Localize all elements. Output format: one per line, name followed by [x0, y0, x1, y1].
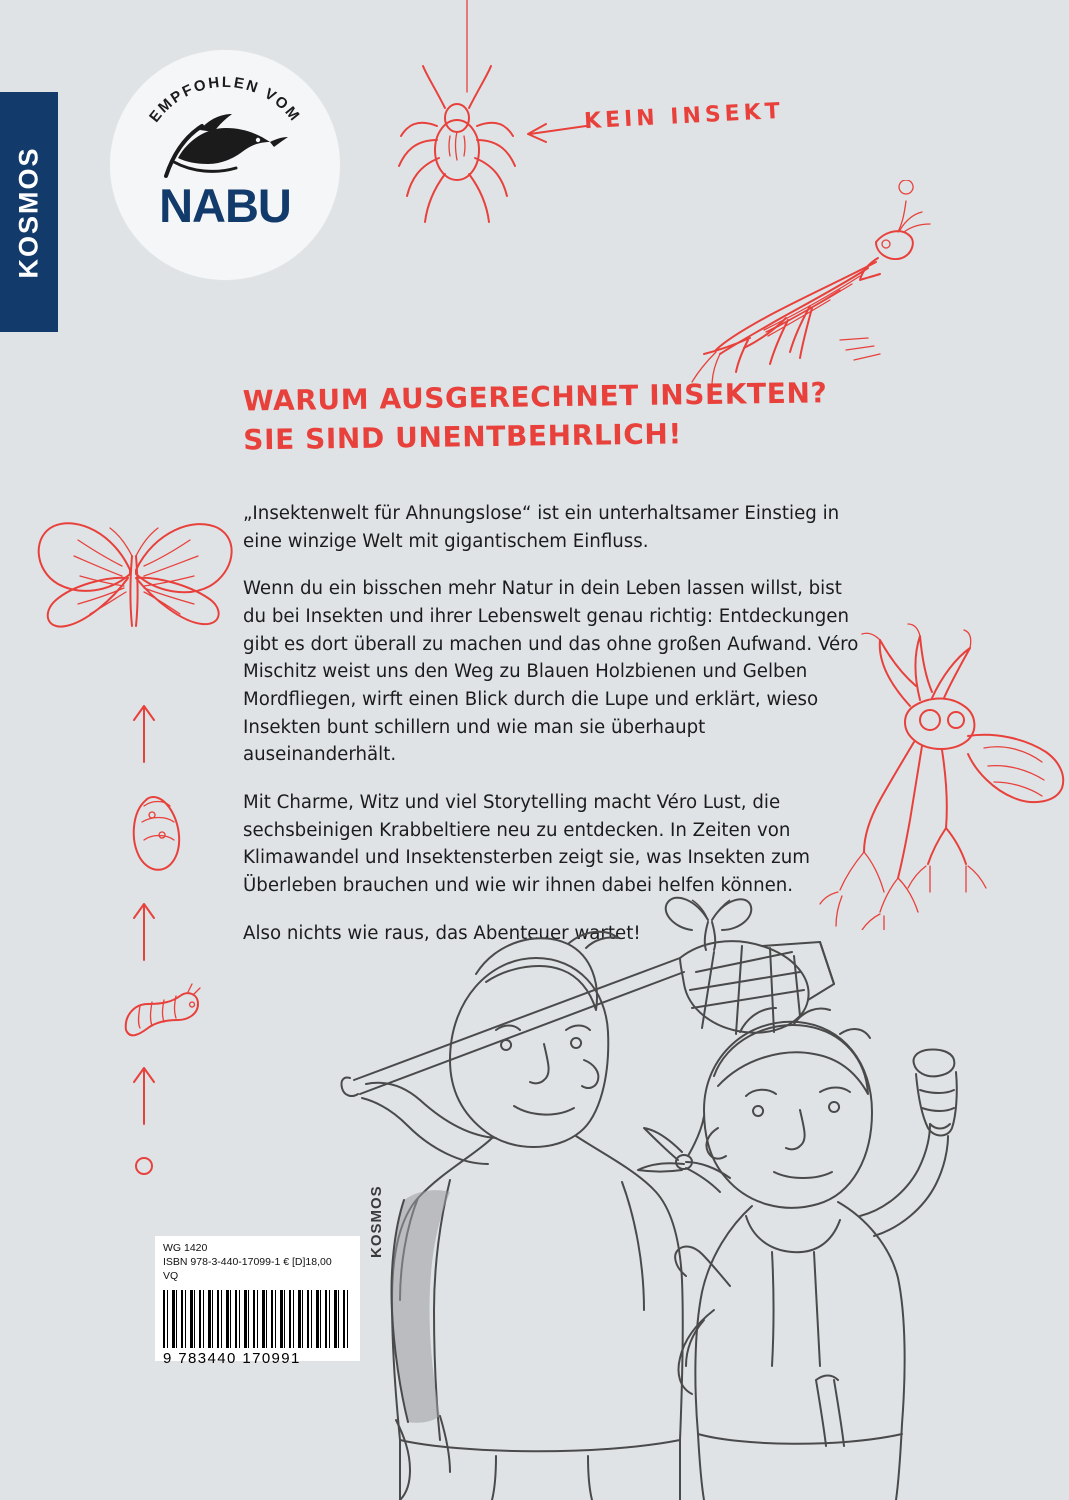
publisher-tab [0, 92, 58, 332]
nabu-wordmark: NABU [159, 179, 291, 232]
publisher-tab-label: KOSMOS [13, 145, 44, 279]
butterfly-icon [18, 500, 248, 690]
barcode-wg: WG 1420 [163, 1242, 208, 1254]
nabu-arc-label: EMPFOHLEN VOM [146, 73, 304, 126]
headline-line-2: SIE SIND UNENTBEHRLICH! [243, 416, 683, 457]
barcode-code: VQ [163, 1269, 179, 1282]
barcode-bars [163, 1290, 352, 1348]
two-people-with-net-icon [300, 880, 980, 1500]
annotation-kein-insekt: KEIN INSEKT [583, 98, 785, 135]
stork-bird-icon [162, 106, 290, 184]
barcode-isbn: ISBN 978-3-440-17099-1 € [D]18,00 [163, 1255, 332, 1268]
blurb-paragraph-3: Mit Charme, Witz und viel Storytelling macht Véro Lust, die sechsbeinigen Krabbeltiere neu zu entdecken. In Zeiten von Klimawandel und Insektensterben zeigt sie, was Insekten zum Überleben brauchen und wie wir ihnen dabei helfen können. [243, 791, 810, 896]
egg-dot-icon [136, 1158, 152, 1174]
blurb-paragraph-4: Also nichts wie raus, das Abenteuer wartet! [243, 922, 641, 944]
page-title [242, 374, 883, 460]
up-arrow-icon [134, 706, 154, 762]
jar-icon [914, 1049, 957, 1135]
up-arrow-icon [134, 1068, 154, 1124]
barcode-block [155, 1236, 360, 1367]
blurb-paragraph-1: „Insektenwelt für Ahnungslose“ ist ein unterhaltsamer Einstieg in eine winzige Welt mit gigantischem Einfluss. [243, 503, 840, 552]
blurb-paragraph-2: Wenn du ein bisschen mehr Natur in dein Leben lassen willst, bist du bei Insekten und ihrer Lebenswelt genau richtig: Entdeckungen gibt es dort überall zu machen und das ohne großen Aufwand. Véro Mischitz weist uns den Weg zu Blauen Holzbienen und Gelben Mordfliegen, wirft einen Blick durch die Lupe und erklärt, wieso Insekten bunt schillern und wie man sie überhaupt auseinanderhält. [243, 578, 859, 766]
nabu-seal [110, 50, 340, 280]
spider-icon [395, 0, 545, 250]
spine-publisher-label: KOSMOS [368, 1185, 385, 1258]
dragonfly-icon [638, 1116, 730, 1192]
caterpillar-icon [126, 984, 200, 1035]
blurb-text [243, 500, 863, 947]
headline-line-1: WARUM AUSGERECHNET INSEKTEN? [242, 376, 828, 418]
barcode-number: 9 783440 170991 [163, 1349, 301, 1367]
cocoon-icon [134, 797, 179, 870]
left-arrow-icon [520, 108, 590, 156]
up-arrow-icon [134, 904, 154, 960]
metamorphosis-sequence [118, 700, 228, 1200]
